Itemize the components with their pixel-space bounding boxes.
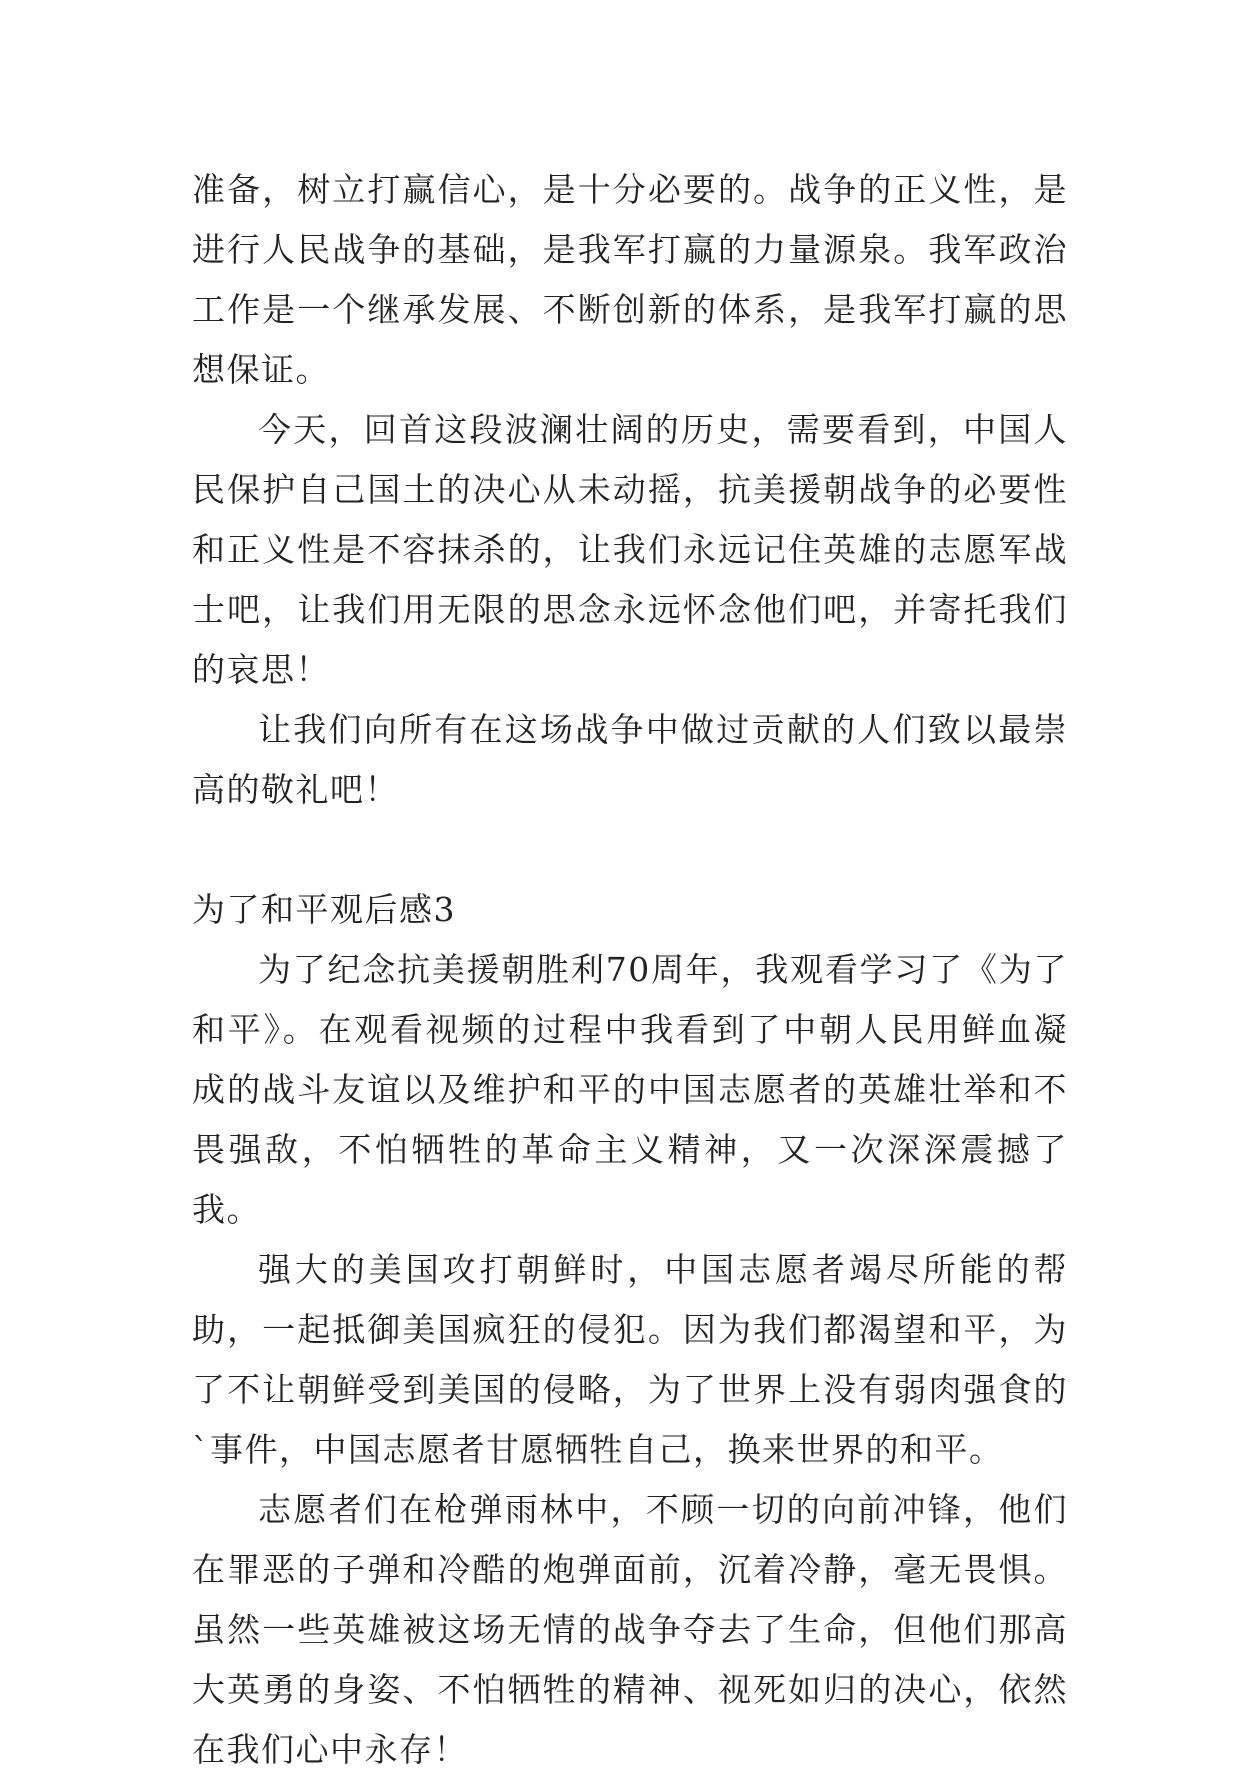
paragraph-4: 为了纪念抗美援朝胜利70周年，我观看学习了《为了和平》。在观看视频的过程中我看到了中朝人民用鲜血凝成的战斗友谊以及维护和平的中国志愿者的英雄壮举和不畏强敌，不怕牺牲的革命主义精神，又一次深深震撼了我。 — [192, 950, 1068, 1229]
paragraph-2: 今天，回首这段波澜壮阔的历史，需要看到，中国人民保护自己国土的决心从未动摇，抗美援朝战争的必要性和正义性是不容抹杀的，让我们永远记住英雄的志愿军战士吧，让我们用无限的思念永远怀念他们吧，并寄托我们的哀思！ — [192, 410, 1068, 689]
section-title: 为了和平观后感3 — [192, 890, 456, 929]
paragraph-5: 强大的美国攻打朝鲜时，中国志愿者竭尽所能的帮助，一起抵御美国疯狂的侵犯。因为我们都渴望和平，为了不让朝鲜受到美国的侵略，为了世界上没有弱肉强食的`事件，中国志愿者甘愿牺牲自己，换来世界的和平。 — [192, 1250, 1068, 1469]
paragraph-1: 准备，树立打赢信心，是十分必要的。战争的正义性，是进行人民战争的基础，是我军打赢的力量源泉。我军政治工作是一个继承发展、不断创新的体系，是我军打赢的思想保证。 — [192, 170, 1068, 389]
paragraph-3: 让我们向所有在这场战争中做过贡献的人们致以最崇高的敬礼吧！ — [192, 710, 1068, 809]
paragraph-6: 志愿者们在枪弹雨林中，不顾一切的向前冲锋，他们在罪恶的子弹和冷酷的炮弹面前，沉着冷静，毫无畏惧。虽然一些英雄被这场无情的战争夺去了生命，但他们那高大英勇的身姿、不怕牺牲的精神、视死如归的决心，依然在我们心中永存！ — [192, 1490, 1068, 1769]
document-body — [192, 160, 1068, 1780]
